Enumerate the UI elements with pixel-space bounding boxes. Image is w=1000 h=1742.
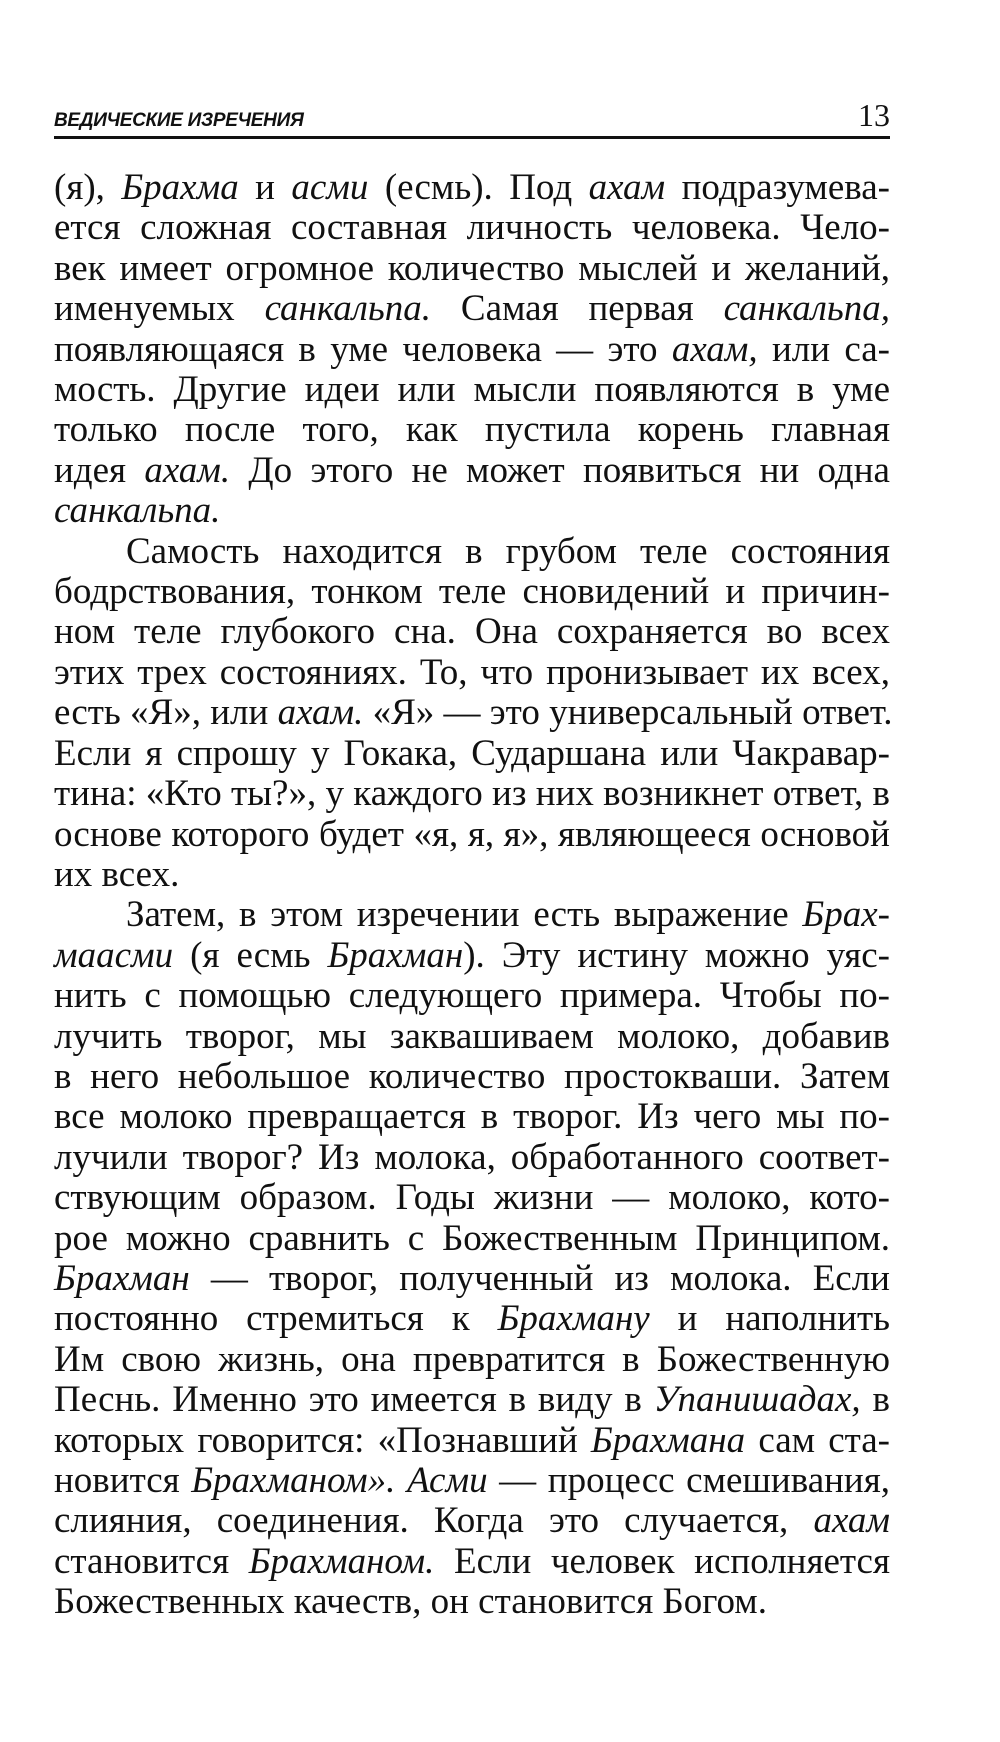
text-line: лучить творог, мы заквашиваем молоко, добавив: [54, 1015, 890, 1057]
text-line: слияния, соединения. Когда это случается, ахам: [54, 1500, 890, 1542]
text-line: только после того, как пустила корень главная: [54, 409, 890, 451]
text-line: Божественных качеств, он становится Богом.: [54, 1581, 767, 1623]
text-line: ется сложная составная личность человека. Чело-: [54, 207, 890, 249]
text-line: именуемых санкальпа. Самая первая санкальпа,: [54, 288, 890, 330]
text-line: Песнь. Именно это имеется в виду в Упанишадах, в: [54, 1379, 890, 1421]
text-line: постоянно стремиться к Брахману и наполнить: [54, 1298, 890, 1340]
text-line: ствующим образом. Годы жизни — молоко, кото-: [54, 1177, 890, 1219]
text-line: идея ахам. До этого не может появиться ни одна: [54, 449, 890, 491]
text-line: есть «Я», или ахам. «Я» — это универсальный ответ.: [54, 692, 893, 734]
text-line: в него небольшое количество простокваши. Затем: [54, 1055, 890, 1097]
text-line: Самость находится в грубом теле состояния: [126, 530, 890, 572]
text-line: мость. Другие идеи или мысли появляются в уме: [54, 369, 890, 411]
text-line: нить с помощью следующего примера. Чтобы по-: [54, 975, 890, 1017]
text-line: маасми (я есмь Брахман). Эту истину можно уяс-: [54, 934, 890, 976]
text-line: этих трех состояниях. То, что пронизывает их всех,: [54, 651, 890, 693]
text-line: основе которого будет «я, я, я», являющееся основой: [54, 813, 890, 855]
text-line: их всех.: [54, 853, 180, 895]
text-line: новится Брахманом». Асми — процесс смешивания,: [54, 1460, 890, 1501]
text-line: Им свою жизнь, она превратится в Божественную: [54, 1338, 890, 1380]
text-line: рое можно сравнить с Божественным Принципом.: [54, 1217, 890, 1259]
text-line: тина: «Кто ты?», у каждого из них возникнет ответ, в: [54, 773, 890, 815]
text-line: которых говорится: «Познавший Брахмана сам ста-: [54, 1419, 890, 1461]
running-head: [54, 96, 890, 139]
text-line: век имеет огромное количество мыслей и желаний,: [54, 247, 890, 289]
page-number: 13: [858, 97, 890, 133]
text-line: санкальпа.: [54, 490, 221, 532]
paragraph: [54, 168, 890, 532]
text-line: бодрствования, тонком теле сновидений и причин-: [54, 571, 890, 613]
text-line: (я), Брахма и асми (есмь). Под ахам подразумева-: [54, 167, 890, 208]
text-line: ном теле глубокого сна. Она сохраняется во всех: [54, 611, 890, 653]
text-line: становится Брахманом. Если человек исполняется: [54, 1540, 890, 1582]
text-line: все молоко превращается в творог. Из чего мы по-: [54, 1096, 890, 1138]
paragraph: [54, 895, 890, 1622]
running-title: ВЕДИЧЕСКИЕ ИЗРЕЧЕНИЯ: [54, 110, 304, 131]
text-line: Брахман — творог, полученный из молока. Если: [54, 1257, 890, 1299]
paragraph: [54, 530, 893, 896]
text-line: Затем, в этом изречении есть выражение Брах-: [126, 894, 890, 936]
text-line: появляющаяся в уме человека — это ахам, или са-: [54, 328, 890, 370]
text-line: Если я спрошу у Гокака, Сударшана или Чакравар-: [54, 732, 890, 774]
body-text: [54, 167, 893, 1623]
text-line: лучили творог? Из молока, обработанного соответ-: [54, 1136, 890, 1178]
